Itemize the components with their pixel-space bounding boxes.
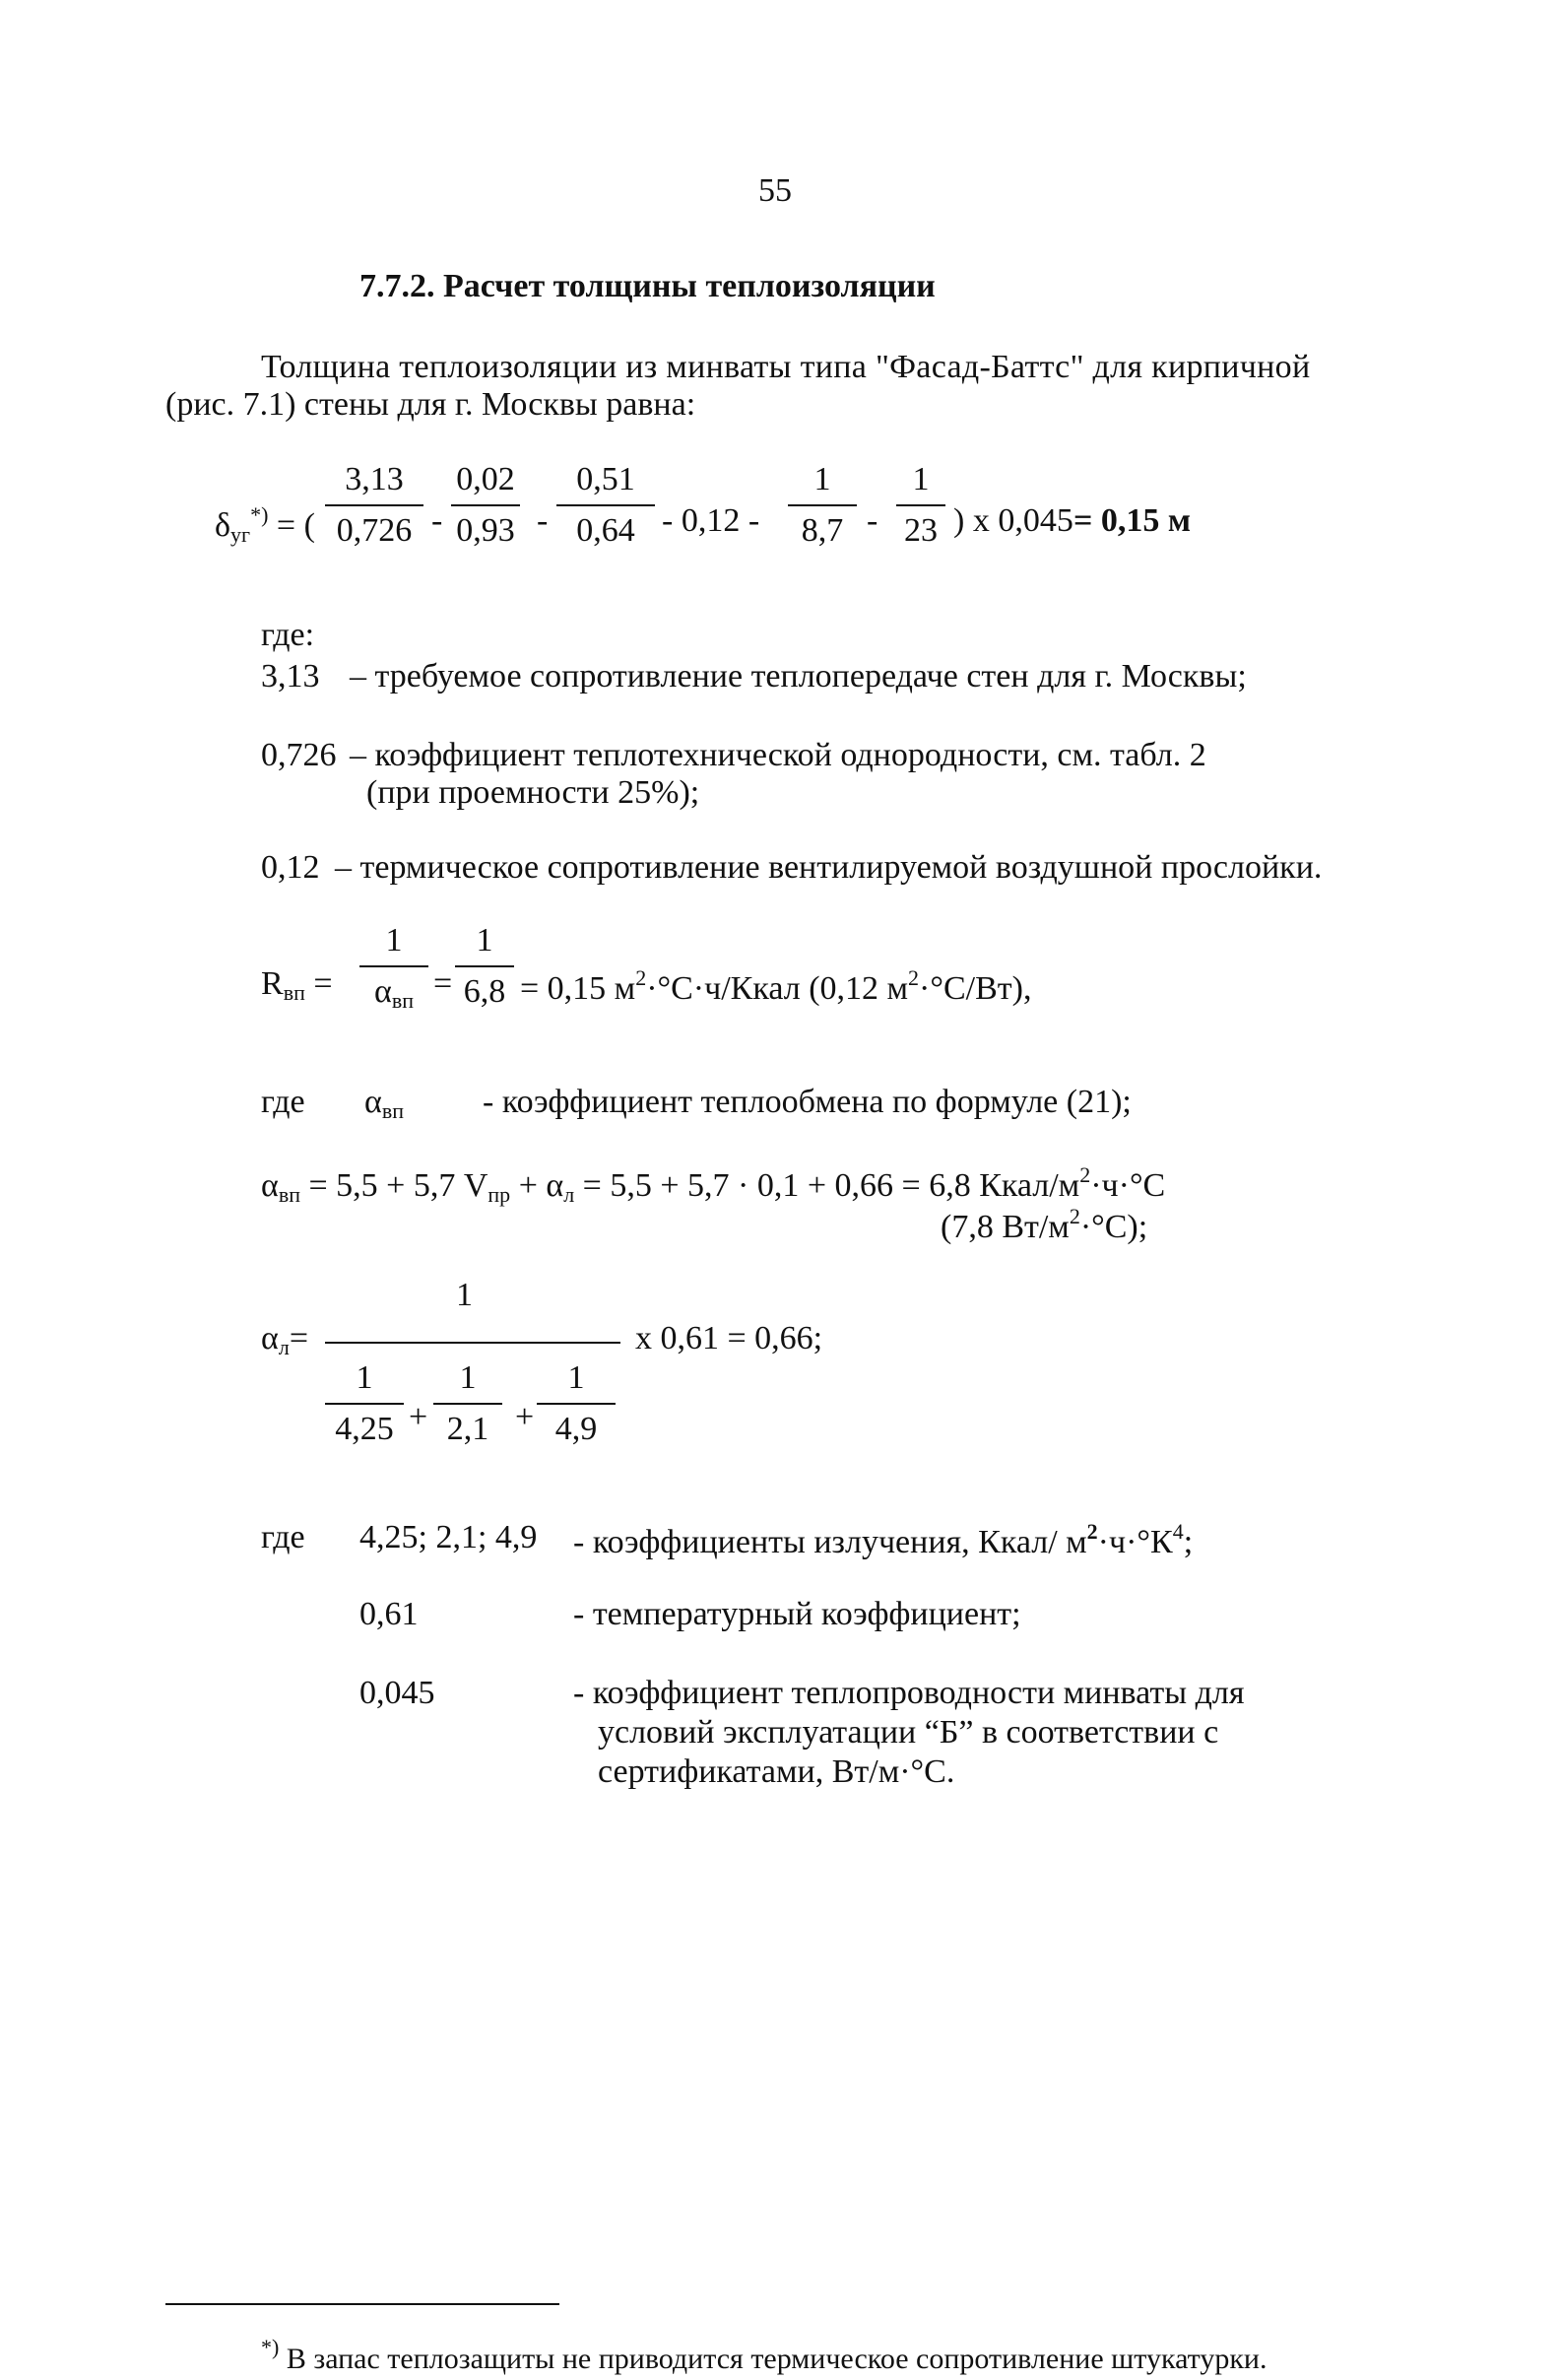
formula2-lhs: $R_{вп}$ =	[261, 965, 333, 1005]
formula3-line-2: (7,8 $Вт/м^2\cdot^\circ С$);	[941, 1204, 1148, 1245]
formula2-equals: =	[433, 965, 453, 1002]
formula4-den-fraction-3: 1 4,9	[537, 1359, 616, 1448]
intro-line-1: Толщина теплоизоляции из минваты типа "Фасад-Баттс" для кирпичной	[261, 349, 1311, 385]
where3-item-value: 0,045	[359, 1675, 435, 1711]
formula1-fraction-3: 0,51 0,64	[556, 461, 655, 550]
where3-item-desc: - температурный коэффициент;	[573, 1596, 1021, 1632]
section-heading: 7.7.2. Расчет толщины теплоизоляции	[359, 268, 936, 304]
where1-item-value: 0,726	[261, 737, 337, 773]
formula1-fraction-4: 1 8,7	[788, 461, 857, 550]
intro-line-2: (рис. 7.1) стены для г. Москвы равна:	[165, 386, 696, 423]
formula3-line-1: $\alpha_{вп} = 5,5 + 5,7$ $V_{пр} + \alpha_л = 5,5 + 5,7 \cdot 0,1 + 0,66 = 6,8$ Ккал/$м^2\cdot ч\cdot^\circ С$	[261, 1162, 1166, 1207]
where3-item-desc: - коэффициент теплопроводности минваты для	[573, 1675, 1245, 1711]
formula1-minus-3: -	[867, 502, 878, 539]
where2-symbol: $\alpha_{вп}$	[364, 1084, 404, 1123]
formula1-minus-1: -	[431, 502, 443, 539]
where3-item-desc: - коэффициенты излучения, Ккал/ $м^2\cdot ч\cdot^\circ К^4$;	[573, 1519, 1194, 1560]
where3-item-value: 0,61	[359, 1596, 419, 1632]
where3-item-desc: сертификатами, Вт/м·°С.	[598, 1753, 955, 1790]
where1-item-value: 0,12	[261, 849, 320, 886]
where1-item-desc: (при проемности 25%);	[366, 774, 700, 811]
formula2-fraction-1: 1 $\alpha_{вп}$	[359, 922, 428, 1014]
formula1-tail: ) х 0,045	[953, 502, 1073, 539]
where3-item-value: 4,25; 2,1; 4,9	[359, 1519, 538, 1555]
formula4-plus-1: +	[409, 1399, 428, 1435]
formula4-plus-2: +	[515, 1399, 535, 1435]
formula2-fraction-2: 1 6,8	[455, 922, 514, 1011]
formula1-result: = 0,15 м	[1073, 502, 1192, 539]
formula1-middle-term: - 0,12 -	[662, 502, 760, 539]
formula4-main-bar	[325, 1342, 620, 1344]
page-number: 55	[758, 172, 792, 209]
formula4-tail: х 0,61 = 0,66;	[635, 1320, 823, 1356]
where2-desc: - коэффициент теплообмена по формуле (21);	[483, 1084, 1132, 1120]
formula4-den-fraction-1: 1 4,25	[325, 1359, 404, 1448]
formula1-fraction-2: 0,02 0,93	[451, 461, 520, 550]
where2-label: где	[261, 1084, 305, 1120]
where-label: где:	[261, 617, 315, 653]
formula4-den-fraction-2: 1 2,1	[433, 1359, 502, 1448]
where3-label: где	[261, 1519, 305, 1555]
where3-item-desc: условий эксплуатации “Б” в соответствии с	[598, 1714, 1219, 1751]
footnote: *) В запас теплозащиты не приводится термическое сопротивление штукатурки.	[261, 2335, 1268, 2375]
where1-item-desc: – коэффициент теплотехнической однородности, см. табл. 2	[350, 737, 1206, 773]
formula1-fraction-5: 1 23	[896, 461, 945, 550]
where1-item-desc: – требуемое сопротивление теплопередаче стен для г. Москвы;	[350, 658, 1247, 694]
where1-item-desc: – термическое сопротивление вентилируемой воздушной прослойки.	[335, 849, 1323, 886]
formula4-numerator: 1	[456, 1277, 473, 1313]
where1-item-value: 3,13	[261, 658, 320, 694]
footnote-rule	[165, 2303, 559, 2305]
formula4-lhs: $\alpha_л=$	[261, 1320, 308, 1359]
formula2-result: = 0,15 $м^2\cdot^\circ С\cdot ч$/Ккал (0,12 $м^2\cdot^\circ С/Вт$),	[520, 965, 1032, 1007]
formula1-fraction-1: 3,13 0,726	[325, 461, 423, 550]
formula1-lhs: $\delta_{уг}^{*)}$ = (	[215, 502, 315, 547]
formula1-minus-2: -	[537, 502, 549, 539]
